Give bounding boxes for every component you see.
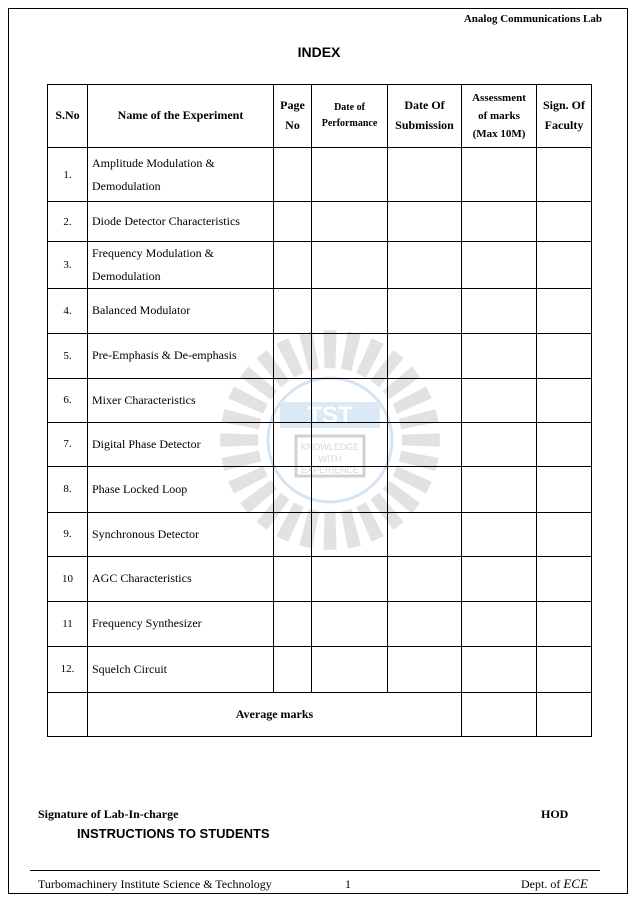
assessment-cell (462, 148, 537, 202)
table-row (48, 556, 592, 601)
date-of-performance-cell (312, 556, 388, 601)
row-experiment-name (88, 601, 274, 646)
sign-cell (537, 601, 592, 646)
experiment-name-line1: Synchronous Detector (92, 526, 199, 541)
page-no-cell (274, 202, 312, 242)
experiment-name-line1: Phase Locked Loop (92, 481, 188, 496)
row-experiment-name (88, 148, 274, 202)
hod-label: HOD (541, 807, 569, 821)
average-marks-label: Average marks (88, 692, 462, 736)
table-row (48, 646, 592, 692)
table-row (48, 466, 592, 512)
row-experiment-name (88, 466, 274, 512)
table-row (48, 378, 592, 422)
header-page-no: Page No (274, 85, 312, 148)
experiment-name-line2: Demodulation (92, 268, 161, 283)
date-of-performance-cell (312, 646, 388, 692)
date-of-submission-cell (388, 378, 462, 422)
svg-text:KNOWLEDGE: KNOWLEDGE (300, 442, 360, 452)
average-sign-cell (537, 692, 592, 736)
sign-cell (537, 466, 592, 512)
page-no-cell (274, 148, 312, 202)
sign-cell (537, 242, 592, 289)
row-sno: 4. (48, 288, 88, 333)
page-no-cell (274, 288, 312, 333)
assessment-cell (462, 242, 537, 289)
table-row (48, 333, 592, 378)
page-no-cell (274, 556, 312, 601)
row-experiment-name (88, 202, 274, 242)
footer-institute: Turbomachinery Institute Science & Technology (38, 877, 272, 891)
row-experiment-name (88, 646, 274, 692)
header-sign-of-faculty: Sign. Of Faculty (537, 85, 592, 148)
date-of-submission-cell (388, 202, 462, 242)
date-of-performance-cell (312, 378, 388, 422)
row-sno: 2. (48, 202, 88, 242)
row-experiment-name (88, 242, 274, 289)
date-of-submission-cell (388, 466, 462, 512)
row-experiment-name (88, 288, 274, 333)
page-no-cell (274, 333, 312, 378)
date-of-submission-cell (388, 288, 462, 333)
assessment-cell (462, 202, 537, 242)
experiment-name-line1: Frequency Modulation & (92, 246, 214, 260)
page-no-cell (274, 242, 312, 289)
experiment-name-line1: Squelch Circuit (92, 661, 167, 676)
experiment-name-line1: Pre-Emphasis & De-emphasis (92, 348, 237, 363)
date-of-submission-cell (388, 422, 462, 466)
date-of-submission-cell (388, 148, 462, 202)
date-of-submission-cell (388, 242, 462, 289)
row-sno: 12. (48, 646, 88, 692)
experiment-name-line1: Digital Phase Detector (92, 436, 201, 451)
page-no-cell (274, 466, 312, 512)
footer-dept-name: ECE (563, 876, 588, 891)
row-experiment-name (88, 333, 274, 378)
table-header-row (48, 85, 592, 148)
date-of-performance-cell (312, 466, 388, 512)
footer-dept-prefix: Dept. of (521, 877, 561, 891)
footer-divider (30, 870, 600, 871)
sign-cell (537, 512, 592, 556)
footer-page-number: 1 (345, 877, 351, 891)
assessment-cell (462, 466, 537, 512)
page-no-cell (274, 512, 312, 556)
svg-text:EXPERIENCE: EXPERIENCE (300, 465, 360, 475)
index-title: INDEX (297, 44, 341, 60)
page-no-cell (274, 378, 312, 422)
assessment-cell (462, 288, 537, 333)
date-of-submission-cell (388, 512, 462, 556)
footer-department (521, 876, 588, 892)
date-of-performance-cell (312, 242, 388, 289)
page-no-cell (274, 646, 312, 692)
assessment-cell (462, 601, 537, 646)
assessment-cell (462, 556, 537, 601)
header-date-of-submission: Date Of Submission (388, 85, 462, 148)
row-sno: 7. (48, 422, 88, 466)
experiment-name-line2: Demodulation (92, 178, 161, 193)
header-assessment: Assessment of marks (Max 10M) (462, 85, 537, 148)
row-sno: 1. (48, 148, 88, 202)
experiment-name-line1: Balanced Modulator (92, 303, 191, 318)
date-of-submission-cell (388, 556, 462, 601)
average-marks-row (48, 692, 592, 736)
row-experiment-name (88, 378, 274, 422)
table-row (48, 242, 592, 289)
row-sno: 6. (48, 378, 88, 422)
table-row (48, 601, 592, 646)
row-sno: 3. (48, 242, 88, 289)
average-empty-cell (48, 692, 88, 736)
page-no-cell (274, 601, 312, 646)
experiment-name-line1: Frequency Synthesizer (92, 616, 202, 631)
date-of-performance-cell (312, 333, 388, 378)
row-sno: 5. (48, 333, 88, 378)
sign-cell (537, 646, 592, 692)
experiment-name-line1: AGC Characteristics (92, 571, 192, 586)
row-sno: 11 (48, 601, 88, 646)
experiment-name-line1: Mixer Characteristics (92, 392, 196, 407)
page-no-cell (274, 422, 312, 466)
date-of-performance-cell (312, 601, 388, 646)
header-sno: S.No (48, 85, 88, 148)
experiment-name-line1: Amplitude Modulation & (92, 155, 215, 170)
experiment-name-line1: Diode Detector Characteristics (92, 214, 240, 229)
row-sno: 9. (48, 512, 88, 556)
assessment-cell (462, 512, 537, 556)
sign-cell (537, 202, 592, 242)
header-experiment-name: Name of the Experiment (88, 85, 274, 148)
date-of-submission-cell (388, 646, 462, 692)
table-row (48, 422, 592, 466)
table-row (48, 512, 592, 556)
svg-text:TST: TST (307, 402, 353, 429)
assessment-cell (462, 378, 537, 422)
sign-cell (537, 422, 592, 466)
assessment-cell (462, 422, 537, 466)
instructions-title: INSTRUCTIONS TO STUDENTS (77, 826, 270, 841)
row-sno: 10 (48, 556, 88, 601)
sign-cell (537, 378, 592, 422)
date-of-submission-cell (388, 333, 462, 378)
signature-of-lab-in-charge: Signature of Lab-In-charge (38, 807, 179, 821)
date-of-performance-cell (312, 422, 388, 466)
sign-cell (537, 333, 592, 378)
sign-cell (537, 556, 592, 601)
date-of-performance-cell (312, 148, 388, 202)
date-of-performance-cell (312, 202, 388, 242)
row-experiment-name (88, 556, 274, 601)
lab-name-header: Analog Communications Lab (463, 13, 602, 25)
row-experiment-name (88, 422, 274, 466)
sign-cell (537, 288, 592, 333)
date-of-performance-cell (312, 512, 388, 556)
sign-cell (537, 148, 592, 202)
date-of-performance-cell (312, 288, 388, 333)
average-marks-cell (462, 692, 537, 736)
assessment-cell (462, 333, 537, 378)
row-sno: 8. (48, 466, 88, 512)
row-experiment-name (88, 512, 274, 556)
table-row (48, 288, 592, 333)
date-of-submission-cell (388, 601, 462, 646)
experiment-index-table (47, 84, 592, 737)
assessment-cell (462, 646, 537, 692)
svg-text:WITH: WITH (318, 454, 342, 464)
table-row (48, 202, 592, 242)
header-date-of-performance: Date of Performance (312, 85, 388, 148)
table-row (48, 148, 592, 202)
